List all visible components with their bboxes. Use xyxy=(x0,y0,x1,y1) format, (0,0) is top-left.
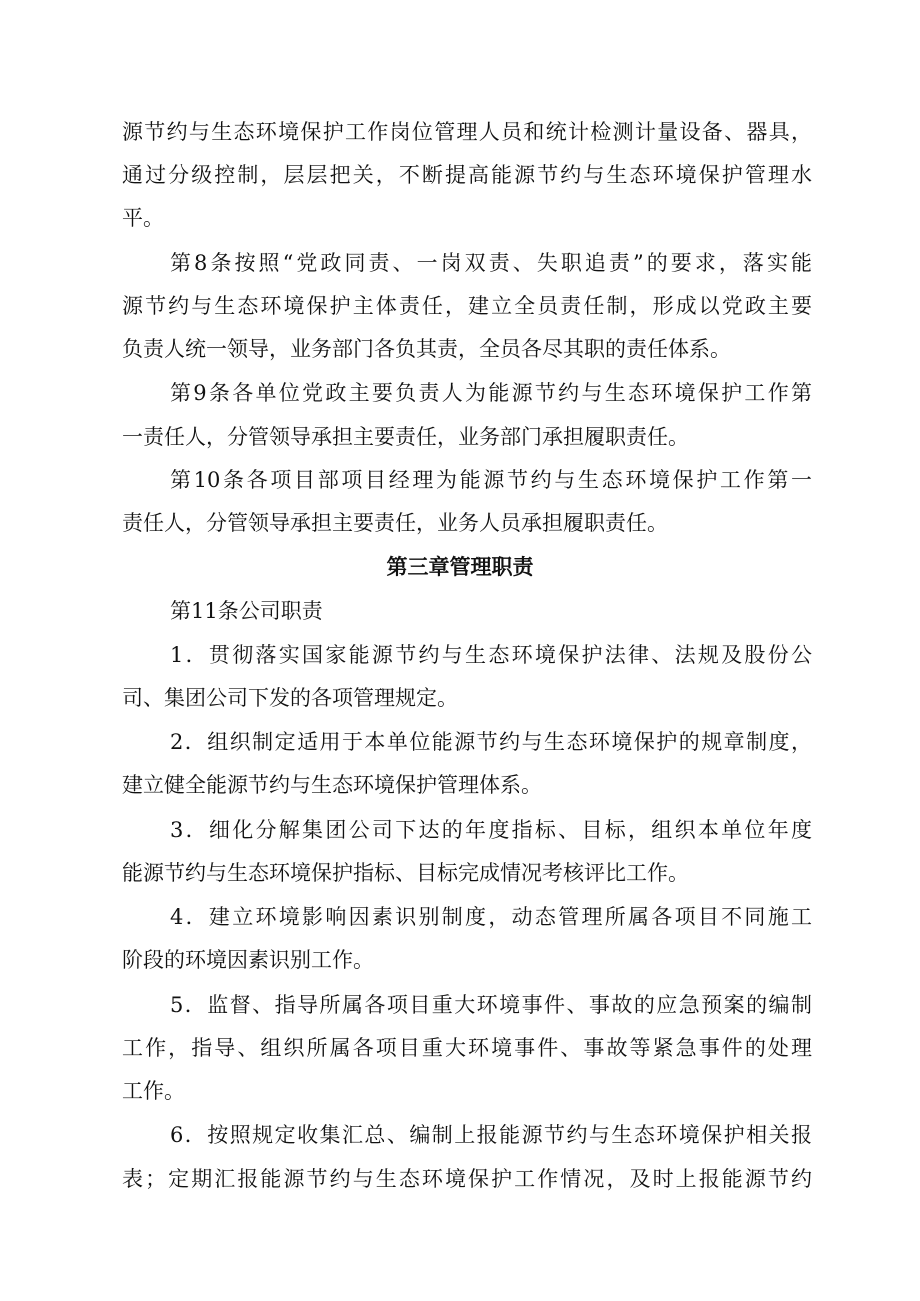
paragraph-line: 源节约与生态环境保护工作岗位管理人员和统计检测计量设备、器具， xyxy=(122,120,812,144)
article-10-line: 第10条各项目部项目经理为能源节约与生态环境保护工作第一 xyxy=(170,468,812,492)
list-item-1-line: 1．贯彻落实国家能源节约与生态环境保护法律、法规及股份公 xyxy=(170,643,812,667)
paragraph-line: 工作，指导、组织所属各项目重大环境事件、事故等紧急事件的处理 xyxy=(122,1036,812,1060)
paragraph-line: 平。 xyxy=(122,206,164,230)
chapter-heading: 第三章管理职责 xyxy=(386,555,534,579)
list-item-6-line: 6．按照规定收集汇总、编制上报能源节约与生态环境保护相关报 xyxy=(170,1123,812,1147)
paragraph-line: 工作。 xyxy=(122,1079,185,1103)
paragraph-line: 一责任人，分管领导承担主要责任，业务部门承担履职责任。 xyxy=(122,425,689,449)
article-9-line: 第9条各单位党政主要负责人为能源节约与生态环境保护工作第 xyxy=(170,381,812,405)
paragraph-line: 负责人统一领导，业务部门各负其责，全员各尽其职的责任体系。 xyxy=(122,337,731,361)
article-11-title: 第11条公司职责 xyxy=(170,599,323,623)
list-item-3-line: 3．细化分解集团公司下达的年度指标、目标，组织本单位年度 xyxy=(170,818,812,842)
paragraph-line: 阶段的环境因素识别工作。 xyxy=(122,948,374,972)
list-item-2-line: 2．组织制定适用于本单位能源节约与生态环境保护的规章制度， xyxy=(170,730,812,754)
list-item-4-line: 4．建立环境影响因素识别制度，动态管理所属各项目不同施工 xyxy=(170,905,812,929)
paragraph-line: 责任人，分管领导承担主要责任，业务人员承担履职责任。 xyxy=(122,511,668,535)
paragraph-line: 通过分级控制，层层把关，不断提高能源节约与生态环境保护管理水 xyxy=(122,163,812,187)
paragraph-line: 司、集团公司下发的各项管理规定。 xyxy=(122,686,458,710)
list-item-5-line: 5．监督、指导所属各项目重大环境事件、事故的应急预案的编制 xyxy=(170,993,812,1017)
paragraph-line: 能源节约与生态环境保护指标、目标完成情况考核评比工作。 xyxy=(122,861,689,885)
paragraph-line: 建立健全能源节约与生态环境保护管理体系。 xyxy=(122,773,542,797)
article-8-line: 第8条按照“党政同责、一岗双责、失职追责”的要求，落实能 xyxy=(170,251,812,275)
paragraph-line: 源节约与生态环境保护主体责任，建立全员责任制，形成以党政主要 xyxy=(122,294,812,318)
paragraph-line: 表；定期汇报能源节约与生态环境保护工作情况，及时上报能源节约 xyxy=(122,1167,812,1191)
